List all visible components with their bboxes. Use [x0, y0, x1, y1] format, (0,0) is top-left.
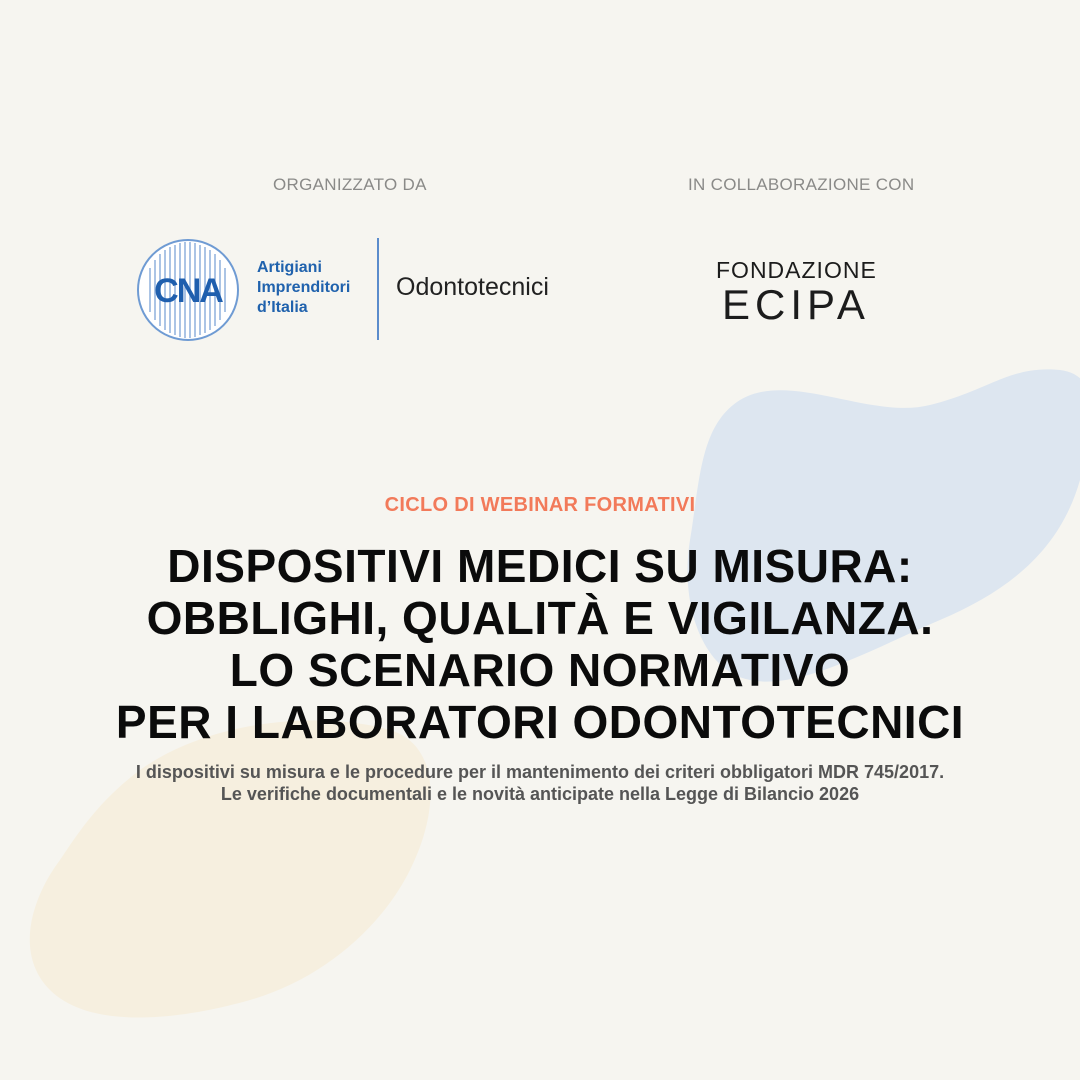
- title-line-1: DISPOSITIVI MEDICI SU MISURA:: [167, 540, 913, 592]
- title-line-2: OBBLIGHI, QUALITÀ E VIGILANZA.: [146, 592, 934, 644]
- cna-logo: [136, 238, 240, 342]
- cna-tagline-line-2: Imprenditori: [257, 279, 351, 296]
- organized-by-label: ORGANIZZATO DA: [273, 175, 427, 194]
- svg-text:CNA: CNA: [154, 272, 222, 310]
- webinar-series-label: CICLO DI WEBINAR FORMATIVI: [384, 494, 696, 516]
- subtitle-line-1: I dispositivi su misura e le procedure per il mantenimento dei criteri obbligatori MDR 745/2017.: [135, 762, 945, 782]
- ecipa-logo-line-1: FONDAZIONE: [716, 257, 877, 283]
- subtitle: [0, 761, 1080, 805]
- title-line-3: LO SCENARIO NORMATIVO: [229, 644, 851, 696]
- cna-tagline: [257, 258, 350, 318]
- cna-tagline-line-3: d’Italia: [257, 299, 308, 316]
- cna-divider: [377, 238, 379, 340]
- cna-tagline-line-1: Artigiani: [257, 259, 322, 276]
- page-title: [0, 540, 1080, 748]
- ecipa-logo-line-2: ECIPA: [722, 281, 870, 328]
- decorative-cream-blob: [20, 700, 450, 1030]
- cna-section-label: Odontotecnici: [396, 273, 549, 301]
- subtitle-line-2: Le verifiche documentali e le novità anticipate nella Legge di Bilancio 2026: [220, 784, 860, 804]
- title-line-4: PER I LABORATORI ODONTOTECNICI: [115, 696, 965, 748]
- collaboration-label: IN COLLABORAZIONE CON: [688, 175, 915, 194]
